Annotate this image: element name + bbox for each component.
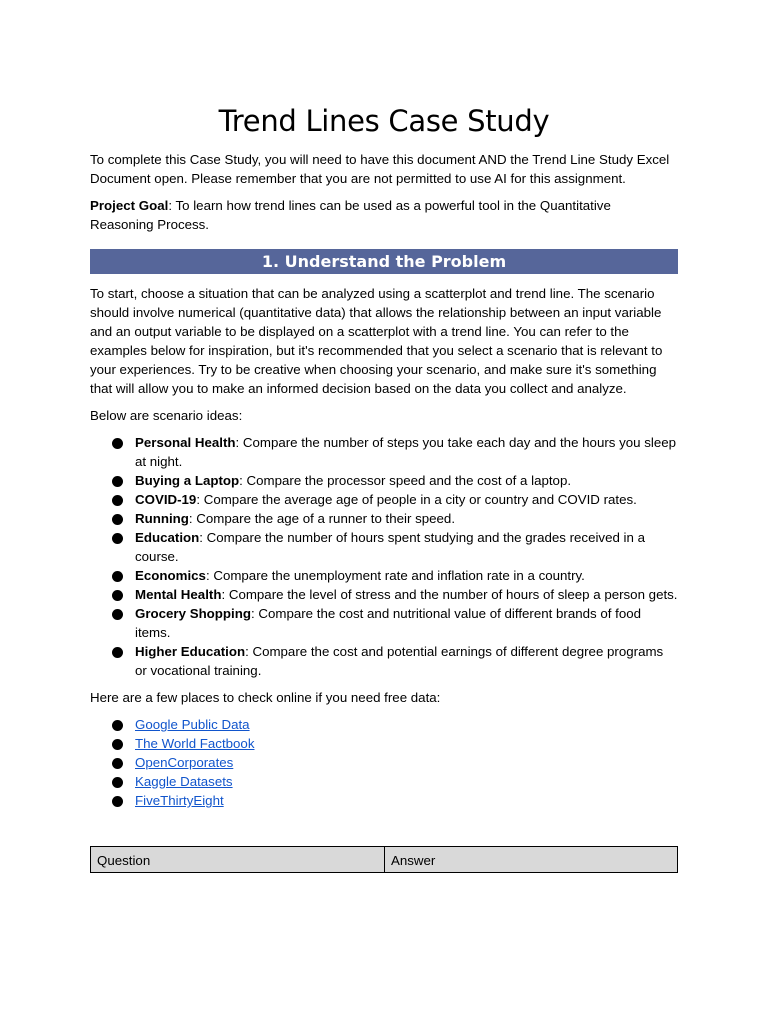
list-item [90,528,678,566]
list-item [90,753,678,772]
bullet-icon [112,777,123,788]
link-google-public-data[interactable]: Google Public Data [135,717,250,732]
link-fivethirtyeight[interactable]: FiveThirtyEight [135,793,224,808]
idea-label: Running [135,511,189,526]
idea-label: Economics [135,568,206,583]
table-header-question: Question [91,847,385,873]
list-item [90,509,678,528]
bullet-icon [112,796,123,807]
project-goal-label: Project Goal [90,198,169,213]
idea-label: COVID-19 [135,492,197,507]
section-header-understand-problem: 1. Understand the Problem [90,249,678,274]
idea-label: Buying a Laptop [135,473,240,488]
scenario-ideas-list [90,433,678,680]
idea-text: : Compare the number of hours spent studying and the grades received in a course. [135,530,645,564]
bullet-icon [112,758,123,769]
idea-text: : Compare the unemployment rate and inflation rate in a country. [205,568,585,583]
ideas-intro: Below are scenario ideas: [90,408,243,423]
bullet-icon [112,476,123,487]
list-item [90,471,678,490]
bullet-icon [112,609,123,620]
link-world-factbook[interactable]: The World Factbook [135,736,255,751]
list-item [90,715,678,734]
list-item [90,585,678,604]
idea-text: : Compare the cost and nutritional value of different brands of food items. [135,606,642,640]
list-item [90,604,678,642]
idea-label: Higher Education [135,644,246,659]
list-item [90,642,678,680]
idea-text: : Compare the number of steps you take each day and the hours you sleep at night. [135,435,677,469]
data-sources-list [90,715,678,810]
table-header-row [91,847,678,873]
document-page [90,104,678,873]
link-kaggle-datasets[interactable]: Kaggle Datasets [135,774,233,789]
links-intro: Here are a few places to check online if you need free data: [90,690,441,705]
idea-text: : Compare the level of stress and the number of hours of sleep a person gets. [221,587,678,602]
list-item [90,433,678,471]
link-opencorporates[interactable]: OpenCorporates [135,755,234,770]
list-item [90,791,678,810]
list-item [90,772,678,791]
section-body-paragraph: To start, choose a situation that can be analyzed using a scatterplot and trend line. The scenario should involve numerical (quantitative data) that allows the relationship between an input variable and an output variable to be displayed on a scatterplot with a trend line. You can refer to the examples below for inspiration, but it's recommended that you select a scenario that is relevant to your experiences. Try to be creative when choosing your scenario, and make sure it's something that will allow you to make an informed decision based on the data you collect and analyze. [90,286,663,396]
idea-label: Mental Health [135,587,222,602]
bullet-icon [112,495,123,506]
idea-text: : Compare the age of a runner to their speed. [188,511,456,526]
idea-label: Education [135,530,200,545]
bullet-icon [112,571,123,582]
bullet-icon [112,647,123,658]
list-item [90,490,678,509]
question-answer-table [90,846,678,873]
bullet-icon [112,438,123,449]
bullet-icon [112,739,123,750]
idea-text: : Compare the processor speed and the cost of a laptop. [239,473,572,488]
project-goal-paragraph [90,196,678,234]
idea-label: Personal Health [135,435,236,450]
list-item [90,566,678,585]
table-header-answer: Answer [385,847,678,873]
bullet-icon [112,590,123,601]
bullet-icon [112,720,123,731]
bullet-icon [112,533,123,544]
idea-text: : Compare the cost and potential earnings of different degree programs or vocational training. [135,644,664,678]
idea-label: Grocery Shopping [135,606,251,621]
project-goal-text: : To learn how trend lines can be used as a powerful tool in the Quantitative Reasoning Process. [90,198,611,232]
intro-paragraph: To complete this Case Study, you will need to have this document AND the Trend Line Study Excel Document open. Please remember that you are not permitted to use AI for this assignment. [90,152,670,186]
idea-text: : Compare the average age of people in a city or country and COVID rates. [196,492,637,507]
bullet-icon [112,514,123,525]
list-item [90,734,678,753]
document-title: Trend Lines Case Study [218,104,550,138]
